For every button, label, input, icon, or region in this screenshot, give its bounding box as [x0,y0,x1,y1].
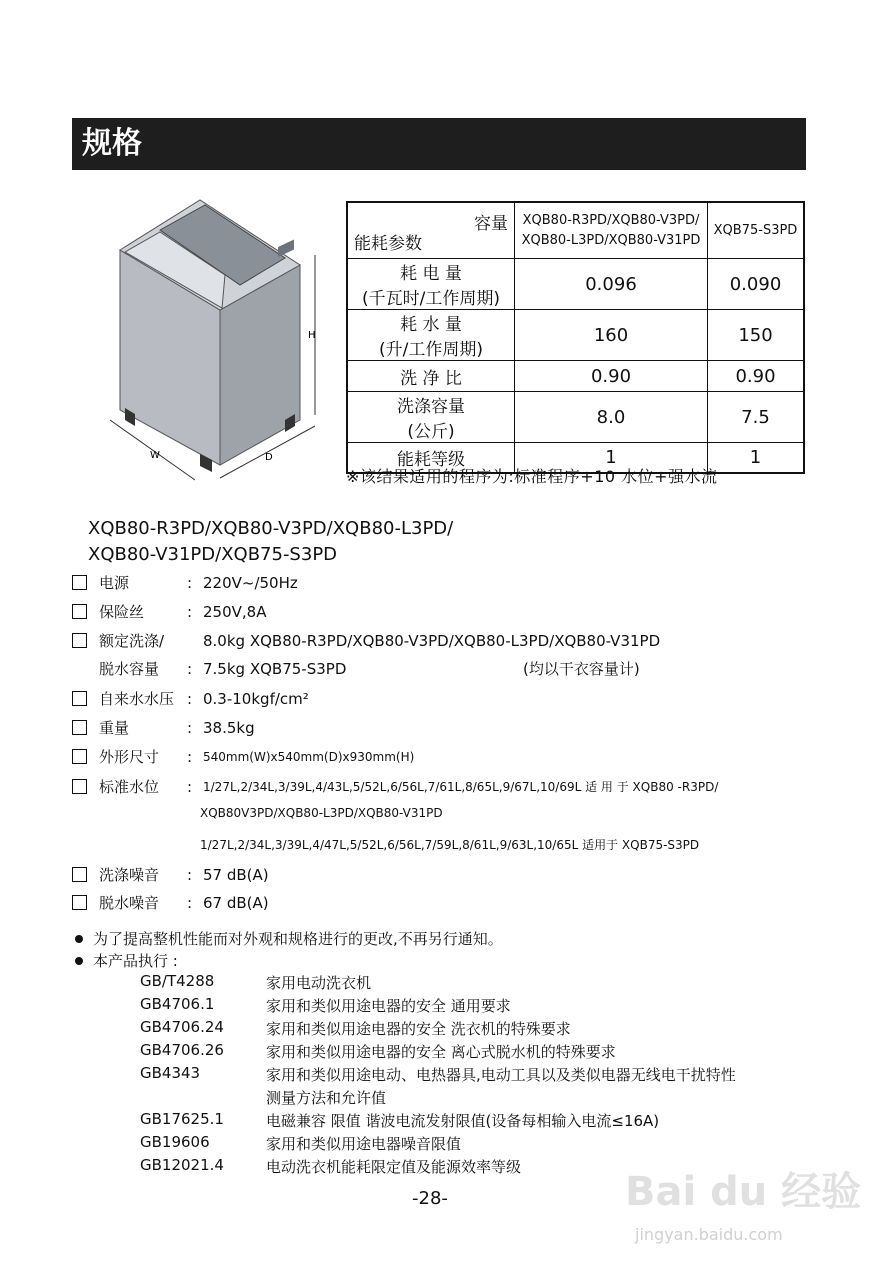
row-sub: (千瓦时/工作周期) [362,289,500,309]
checkbox-icon [72,895,87,910]
row-label: 耗 水 量 [400,315,462,335]
spec-capacity: 额定洗涤/ 8.0kg XQB80-R3PD/XQB80-V3PD/XQB80-L3PD/XQB80-V31PD [72,630,660,651]
bullet-icon [75,957,83,965]
standard-desc: 家用和类似用途电器噪音限值 [266,1135,462,1153]
cell: 1 [708,443,805,473]
table-row [347,259,804,310]
bullet-note-2: 本产品执行 : [75,950,178,971]
spec-weight: 重量 : 38.5kg [72,717,255,738]
table-row [347,361,804,392]
table-note: ※该结果适用的程序为:标准程序+10 水位+强水流 [346,467,718,486]
standard-code: GB4706.24 [140,1018,224,1036]
checkbox-icon [72,604,87,619]
spec-table [346,201,805,474]
cell: 150 [708,310,805,361]
spec-spin-noise: 脱水噪音 : 67 dB(A) [72,892,269,913]
standard-code: GB4706.26 [140,1041,224,1059]
cell: 0.90 [515,361,708,392]
spec-power: 电源 : 220V~/50Hz [72,572,298,593]
header-param: 能耗参数 [354,234,422,254]
page-title: 规格 [72,118,806,170]
cell: 160 [515,310,708,361]
header-capacity: 容量 [474,214,508,234]
cell: 7.5 [708,392,805,443]
table-row [347,392,804,443]
row-label: 洗 净 比 [347,361,515,392]
washer-diagram [100,180,340,490]
checkbox-icon [72,867,87,882]
watermark-url: jingyan.baidu.com [635,1225,783,1244]
checkbox-icon [72,779,87,794]
standard-desc: 家用和类似用途电动、电热器具,电动工具以及类似电器无线电干扰特性 [266,1066,736,1084]
standard-code: GB19606 [140,1133,210,1151]
standard-code: GB/T4288 [140,972,215,990]
cell: 1 [515,443,708,473]
standard-code: GB4343 [140,1064,201,1082]
standard-desc: 家用和类似用途电器的安全 洗衣机的特殊要求 [266,1020,571,1038]
standard-code: GB12021.4 [140,1156,224,1174]
baidu-watermark [615,1145,862,1255]
checkbox-icon [72,633,87,648]
water-level-line-2: XQB80V3PD/XQB80-L3PD/XQB80-V31PD [200,806,443,820]
standard-desc: 电动洗衣机能耗限定值及能源效率等级 [266,1158,522,1176]
standard-desc: 家用和类似用途电器的安全 离心式脱水机的特殊要求 [266,1043,616,1061]
row-label: 洗涤容量 [397,397,465,417]
bullet-note-1: 为了提高整机性能而对外观和规格进行的更改,不再另行通知。 [75,928,503,949]
checkbox-icon [72,720,87,735]
col1-header-2: XQB80-L3PD/XQB80-V31PD [521,232,701,248]
spec-wash-noise: 洗涤噪音 : 57 dB(A) [72,864,269,885]
cell: 0.090 [708,259,805,310]
cell: 8.0 [515,392,708,443]
depth-label: D [265,452,273,463]
standard-desc: 电磁兼容 限值 谐波电流发射限值(设备每相输入电流≤16A) [266,1112,660,1130]
checkbox-icon [72,691,87,706]
spec-dimensions: 外形尺寸 : 540mm(W)x540mm(D)x930mm(H) [72,746,414,767]
row-sub: (公斤) [407,422,455,442]
standard-desc: 测量方法和允许值 [266,1089,387,1107]
handle [278,240,294,257]
page-number: -28- [412,1188,448,1209]
checkbox-icon [72,749,87,764]
standard-code: GB4706.1 [140,995,215,1013]
spec-water-pressure: 自来水水压 : 0.3-10kgf/cm² [72,688,309,709]
row-label: 能耗等级 [347,443,515,473]
watermark-brand: Bai du 经验 [625,1169,862,1215]
cell: 0.096 [515,259,708,310]
models-line-1: XQB80-R3PD/XQB80-V3PD/XQB80-L3PD/ [88,518,454,539]
standard-desc: 家用电动洗衣机 [266,974,372,992]
col2-header: XQB75-S3PD [708,202,805,259]
checkbox-icon [72,575,87,590]
width-label: W [150,450,160,461]
spec-water-level: 标准水位 : 1/27L,2/34L,3/39L,4/43L,5/52L,6/56L,7/61L,8/65L,9/67L,10/69L 适 用 于 XQB80 -R3PD/ [72,776,718,797]
cell: 0.90 [708,361,805,392]
col1-header: XQB80-R3PD/XQB80-V3PD/ [522,212,700,228]
table-row [347,310,804,361]
water-level-line-3: 1/27L,2/34L,3/39L,4/47L,5/52L,6/56L,7/59L,8/61L,9/63L,10/65L 适用于 XQB75-S3PD [200,838,700,852]
standard-desc: 家用和类似用途电器的安全 通用要求 [266,997,511,1015]
models-line-2: XQB80-V31PD/XQB75-S3PD [88,544,338,565]
bullet-icon [75,935,83,943]
row-sub: (升/工作周期) [379,340,483,360]
height-label: H [308,330,316,341]
standard-code: GB17625.1 [140,1110,224,1128]
spec-fuse: 保险丝 : 250V,8A [72,601,266,622]
row-label: 耗 电 量 [400,264,462,284]
spec-capacity-2: 脱水容量 : 7.5kg XQB75-S3PD (均以干衣容量计) [99,659,640,678]
